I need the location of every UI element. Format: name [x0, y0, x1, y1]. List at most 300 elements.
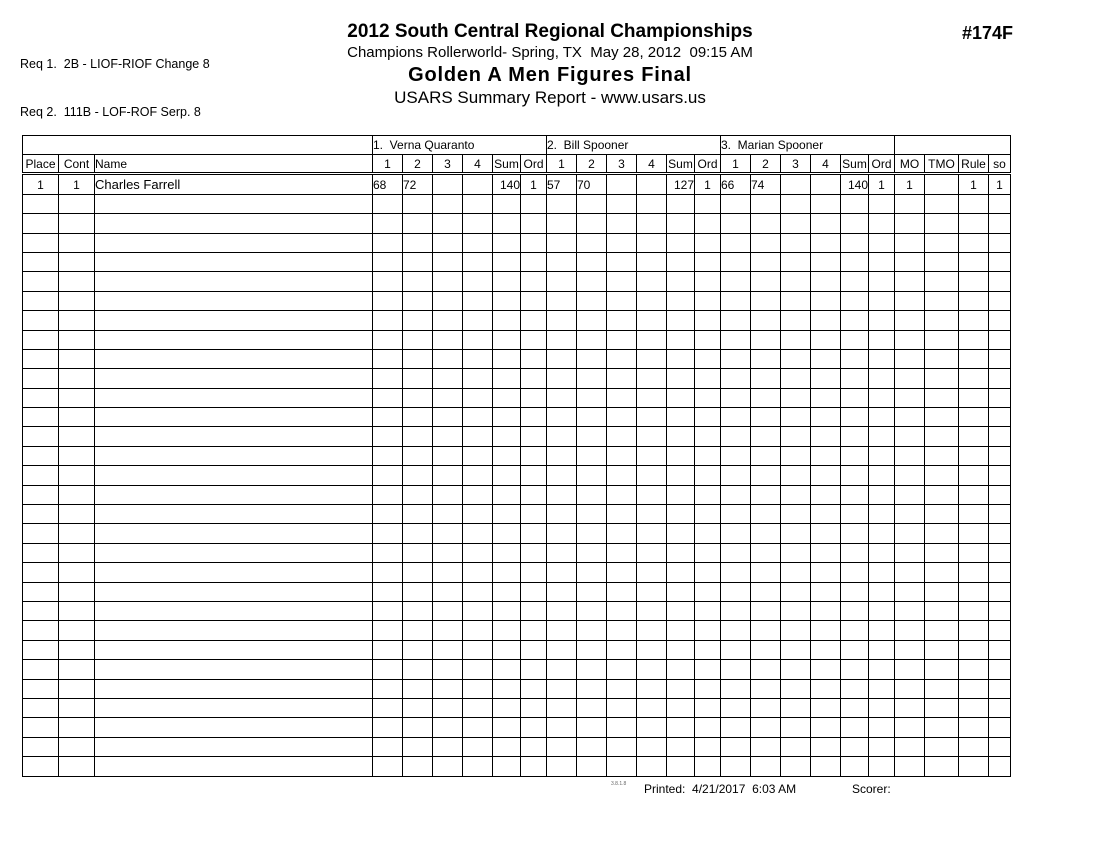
score-cell-judge1-1 [373, 485, 403, 504]
sum-cell-judge3: 140 [841, 174, 869, 194]
rule-cell [959, 194, 989, 213]
score-cell-judge1-1 [373, 466, 403, 485]
tmo-cell [925, 563, 959, 582]
name-cell [95, 311, 373, 330]
name-cell [95, 640, 373, 659]
name-cell [95, 601, 373, 620]
name-cell [95, 408, 373, 427]
empty-row [23, 388, 1011, 407]
score-cell-judge2-2 [577, 233, 607, 252]
rule-cell [959, 621, 989, 640]
score-cell-judge2-1 [547, 466, 577, 485]
score-cell-judge3-2 [751, 427, 781, 446]
score-cell-judge2-2: 70 [577, 174, 607, 194]
sum-cell-judge2 [667, 601, 695, 620]
ord-cell-judge2 [695, 621, 721, 640]
mo-cell [895, 466, 925, 485]
ord-cell-judge1 [521, 272, 547, 291]
score-cell-judge2-2 [577, 601, 607, 620]
rule-cell [959, 582, 989, 601]
col-header-judge1-ord: Ord [521, 155, 547, 174]
sum-cell-judge1 [493, 757, 521, 776]
score-cell-judge1-2 [403, 543, 433, 562]
ord-cell-judge3 [869, 311, 895, 330]
sum-cell-judge2 [667, 466, 695, 485]
ord-cell-judge3 [869, 718, 895, 737]
score-cell-judge2-3 [607, 252, 637, 271]
ord-cell-judge3 [869, 679, 895, 698]
score-cell-judge3-4 [811, 621, 841, 640]
score-cell-judge1-4 [463, 330, 493, 349]
score-cell-judge3-1 [721, 272, 751, 291]
empty-row [23, 485, 1011, 504]
score-cell-judge1-4 [463, 272, 493, 291]
score-cell-judge2-2 [577, 621, 607, 640]
cont-cell [59, 252, 95, 271]
score-cell-judge3-1 [721, 388, 751, 407]
sum-cell-judge3 [841, 311, 869, 330]
sum-cell-judge2 [667, 330, 695, 349]
ord-cell-judge1 [521, 543, 547, 562]
score-cell-judge1-3 [433, 233, 463, 252]
rule-cell [959, 543, 989, 562]
mo-cell [895, 252, 925, 271]
so-cell [989, 737, 1011, 756]
sum-cell-judge3 [841, 252, 869, 271]
score-cell-judge3-1: 66 [721, 174, 751, 194]
sum-cell-judge2 [667, 679, 695, 698]
empty-row [23, 349, 1011, 368]
ord-cell-judge1 [521, 485, 547, 504]
score-cell-judge2-2 [577, 718, 607, 737]
score-cell-judge3-1 [721, 369, 751, 388]
score-cell-judge3-1 [721, 349, 751, 368]
place-cell [23, 698, 59, 717]
rule-cell [959, 408, 989, 427]
name-cell [95, 524, 373, 543]
table-body [23, 174, 1011, 776]
name-cell [95, 543, 373, 562]
score-cell-judge1-3 [433, 427, 463, 446]
place-cell [23, 272, 59, 291]
cont-cell [59, 369, 95, 388]
tmo-cell [925, 388, 959, 407]
score-cell-judge3-4 [811, 369, 841, 388]
score-cell-judge3-1 [721, 640, 751, 659]
rule-cell [959, 698, 989, 717]
mo-cell [895, 757, 925, 776]
name-cell [95, 446, 373, 465]
score-cell-judge2-3 [607, 698, 637, 717]
score-cell-judge3-3 [781, 601, 811, 620]
score-cell-judge3-2 [751, 679, 781, 698]
score-cell-judge1-1 [373, 291, 403, 310]
name-cell [95, 698, 373, 717]
cont-cell [59, 640, 95, 659]
name-cell [95, 349, 373, 368]
ord-cell-judge2 [695, 214, 721, 233]
so-cell [989, 698, 1011, 717]
sum-cell-judge1 [493, 311, 521, 330]
score-cell-judge2-4 [637, 330, 667, 349]
score-cell-judge3-4 [811, 563, 841, 582]
mo-cell [895, 446, 925, 465]
ord-cell-judge2 [695, 194, 721, 213]
req-line-1: Req 1. 2B - LIOF-RIOF Change 8 [20, 57, 210, 71]
mo-cell [895, 601, 925, 620]
empty-row [23, 194, 1011, 213]
rule-cell [959, 233, 989, 252]
col-header-name: Name [95, 155, 373, 174]
ord-cell-judge1 [521, 698, 547, 717]
cont-cell [59, 485, 95, 504]
mo-cell [895, 311, 925, 330]
empty-row [23, 679, 1011, 698]
sum-cell-judge3 [841, 485, 869, 504]
so-cell [989, 640, 1011, 659]
ord-cell-judge3 [869, 427, 895, 446]
cont-cell [59, 349, 95, 368]
score-cell-judge3-4 [811, 543, 841, 562]
cont-cell [59, 388, 95, 407]
empty-row [23, 291, 1011, 310]
empty-row [23, 640, 1011, 659]
rule-cell [959, 252, 989, 271]
so-cell [989, 543, 1011, 562]
score-cell-judge3-4 [811, 601, 841, 620]
cont-cell [59, 466, 95, 485]
sum-cell-judge2 [667, 563, 695, 582]
sum-cell-judge2 [667, 446, 695, 465]
score-cell-judge1-4 [463, 660, 493, 679]
place-cell [23, 369, 59, 388]
score-cell-judge2-1 [547, 543, 577, 562]
cont-cell [59, 524, 95, 543]
mo-cell [895, 737, 925, 756]
tmo-cell [925, 601, 959, 620]
score-cell-judge1-3 [433, 718, 463, 737]
ord-cell-judge3 [869, 349, 895, 368]
score-cell-judge2-3 [607, 427, 637, 446]
cont-cell [59, 233, 95, 252]
score-cell-judge2-1 [547, 737, 577, 756]
place-cell [23, 718, 59, 737]
score-cell-judge1-1 [373, 311, 403, 330]
score-cell-judge3-2 [751, 408, 781, 427]
sum-cell-judge1 [493, 272, 521, 291]
score-cell-judge3-1 [721, 408, 751, 427]
score-cell-judge2-3 [607, 214, 637, 233]
ord-cell-judge1 [521, 330, 547, 349]
score-cell-judge3-3 [781, 466, 811, 485]
score-cell-judge3-1 [721, 233, 751, 252]
col-header-judge2-4: 4 [637, 155, 667, 174]
so-cell [989, 349, 1011, 368]
score-cell-judge1-2 [403, 446, 433, 465]
ord-cell-judge1 [521, 640, 547, 659]
score-cell-judge3-1 [721, 757, 751, 776]
col-header-judge3-1: 1 [721, 155, 751, 174]
cont-cell [59, 621, 95, 640]
score-cell-judge3-3 [781, 214, 811, 233]
score-cell-judge3-1 [721, 679, 751, 698]
score-cell-judge1-1 [373, 543, 403, 562]
score-cell-judge2-1 [547, 349, 577, 368]
score-cell-judge3-1 [721, 543, 751, 562]
col-header-judge1-3: 3 [433, 155, 463, 174]
score-cell-judge3-3 [781, 757, 811, 776]
score-cell-judge1-1 [373, 640, 403, 659]
score-cell-judge2-4 [637, 349, 667, 368]
so-cell [989, 718, 1011, 737]
sum-cell-judge1 [493, 252, 521, 271]
place-cell [23, 291, 59, 310]
ord-cell-judge1 [521, 233, 547, 252]
place-cell [23, 505, 59, 524]
score-cell-judge2-1 [547, 388, 577, 407]
score-cell-judge1-1 [373, 524, 403, 543]
tmo-cell [925, 174, 959, 194]
score-cell-judge1-4 [463, 446, 493, 465]
sum-cell-judge1 [493, 563, 521, 582]
score-cell-judge1-1 [373, 194, 403, 213]
score-cell-judge1-4 [463, 505, 493, 524]
score-cell-judge1-2 [403, 757, 433, 776]
score-cell-judge3-2 [751, 369, 781, 388]
score-cell-judge1-4 [463, 252, 493, 271]
score-cell-judge2-1 [547, 524, 577, 543]
so-cell [989, 291, 1011, 310]
software-version: 3.8.1.8 [611, 781, 627, 787]
score-cell-judge3-1 [721, 563, 751, 582]
so-cell [989, 466, 1011, 485]
score-cell-judge3-1 [721, 214, 751, 233]
score-cell-judge3-3 [781, 174, 811, 194]
score-cell-judge2-4 [637, 311, 667, 330]
sum-cell-judge3 [841, 349, 869, 368]
cont-cell [59, 505, 95, 524]
score-cell-judge3-2 [751, 698, 781, 717]
empty-row [23, 757, 1011, 776]
score-cell-judge1-3 [433, 660, 463, 679]
mo-cell [895, 640, 925, 659]
tmo-cell [925, 679, 959, 698]
score-cell-judge3-1 [721, 524, 751, 543]
sum-cell-judge1 [493, 737, 521, 756]
ord-cell-judge3 [869, 252, 895, 271]
score-cell-judge3-3 [781, 408, 811, 427]
judge-name-2: 2. Bill Spooner [547, 136, 721, 155]
score-cell-judge2-1 [547, 427, 577, 446]
score-cell-judge2-1 [547, 214, 577, 233]
name-cell [95, 660, 373, 679]
sum-cell-judge2: 127 [667, 174, 695, 194]
sum-cell-judge1 [493, 446, 521, 465]
score-cell-judge3-4 [811, 194, 841, 213]
cont-cell [59, 214, 95, 233]
sum-cell-judge1 [493, 388, 521, 407]
ord-cell-judge1 [521, 582, 547, 601]
place-cell [23, 640, 59, 659]
score-cell-judge2-2 [577, 679, 607, 698]
ord-cell-judge2 [695, 291, 721, 310]
name-cell [95, 679, 373, 698]
tmo-cell [925, 311, 959, 330]
mo-cell [895, 485, 925, 504]
ord-cell-judge1 [521, 621, 547, 640]
ord-cell-judge3 [869, 543, 895, 562]
place-cell [23, 601, 59, 620]
ord-cell-judge1 [521, 505, 547, 524]
ord-cell-judge2 [695, 505, 721, 524]
cont-cell [59, 291, 95, 310]
place-cell [23, 485, 59, 504]
score-cell-judge3-4 [811, 388, 841, 407]
score-cell-judge3-2 [751, 621, 781, 640]
col-header-place: Place [23, 155, 59, 174]
score-cell-judge3-3 [781, 252, 811, 271]
score-cell-judge3-4 [811, 427, 841, 446]
score-cell-judge2-3 [607, 737, 637, 756]
mo-cell [895, 349, 925, 368]
score-cell-judge3-3 [781, 524, 811, 543]
ord-cell-judge1 [521, 369, 547, 388]
score-cell-judge2-2 [577, 543, 607, 562]
cont-cell [59, 737, 95, 756]
so-cell [989, 214, 1011, 233]
score-cell-judge2-2 [577, 291, 607, 310]
score-cell-judge1-1 [373, 505, 403, 524]
rule-cell [959, 679, 989, 698]
score-cell-judge1-3 [433, 330, 463, 349]
sum-cell-judge2 [667, 252, 695, 271]
mo-cell [895, 563, 925, 582]
score-cell-judge2-1 [547, 291, 577, 310]
sum-cell-judge3 [841, 446, 869, 465]
tmo-cell [925, 737, 959, 756]
tmo-cell [925, 330, 959, 349]
score-cell-judge3-4 [811, 679, 841, 698]
rule-cell [959, 214, 989, 233]
cont-cell [59, 272, 95, 291]
sum-cell-judge2 [667, 408, 695, 427]
score-cell-judge3-4 [811, 446, 841, 465]
score-cell-judge3-3 [781, 194, 811, 213]
score-cell-judge2-2 [577, 582, 607, 601]
judge-row-spacer-left [23, 136, 373, 155]
ord-cell-judge2 [695, 718, 721, 737]
ord-cell-judge1 [521, 214, 547, 233]
place-cell [23, 582, 59, 601]
score-cell-judge1-3 [433, 252, 463, 271]
ord-cell-judge3 [869, 524, 895, 543]
name-cell: Charles Farrell [95, 174, 373, 194]
sum-cell-judge2 [667, 485, 695, 504]
empty-row [23, 582, 1011, 601]
score-cell-judge1-4 [463, 194, 493, 213]
sum-cell-judge3 [841, 408, 869, 427]
score-cell-judge2-3 [607, 408, 637, 427]
score-cell-judge2-3 [607, 446, 637, 465]
score-cell-judge1-1 [373, 563, 403, 582]
so-cell [989, 582, 1011, 601]
scorer-label: Scorer: [852, 782, 891, 796]
score-cell-judge3-2 [751, 388, 781, 407]
col-header-judge2-ord: Ord [695, 155, 721, 174]
cont-cell [59, 601, 95, 620]
score-cell-judge1-4 [463, 698, 493, 717]
score-cell-judge3-1 [721, 718, 751, 737]
col-header-cont: Cont [59, 155, 95, 174]
score-cell-judge2-4 [637, 272, 667, 291]
score-cell-judge3-3 [781, 388, 811, 407]
empty-row [23, 233, 1011, 252]
so-cell [989, 311, 1011, 330]
name-cell [95, 330, 373, 349]
cont-cell [59, 408, 95, 427]
tmo-cell [925, 466, 959, 485]
place-cell [23, 214, 59, 233]
score-cell-judge1-1 [373, 272, 403, 291]
score-cell-judge1-4 [463, 311, 493, 330]
score-cell-judge1-1 [373, 330, 403, 349]
rule-cell [959, 311, 989, 330]
place-cell [23, 524, 59, 543]
score-cell-judge1-1: 68 [373, 174, 403, 194]
ord-cell-judge2 [695, 698, 721, 717]
score-cell-judge1-3 [433, 524, 463, 543]
score-cell-judge3-3 [781, 485, 811, 504]
score-cell-judge2-3 [607, 174, 637, 194]
place-cell [23, 660, 59, 679]
empty-row [23, 543, 1011, 562]
name-cell [95, 485, 373, 504]
score-cell-judge2-1 [547, 660, 577, 679]
venue-date-line: Champions Rollerworld- Spring, TX May 28, 2012 09:15 AM [347, 44, 753, 61]
name-cell [95, 194, 373, 213]
ord-cell-judge1 [521, 311, 547, 330]
empty-row [23, 718, 1011, 737]
cont-cell [59, 330, 95, 349]
sum-cell-judge1 [493, 427, 521, 446]
score-cell-judge3-3 [781, 660, 811, 679]
score-cell-judge3-3 [781, 233, 811, 252]
col-header-rule: Rule [959, 155, 989, 174]
score-cell-judge2-4 [637, 233, 667, 252]
sum-cell-judge2 [667, 369, 695, 388]
score-cell-judge2-4 [637, 757, 667, 776]
sum-cell-judge2 [667, 388, 695, 407]
name-cell [95, 233, 373, 252]
cont-cell [59, 563, 95, 582]
ord-cell-judge2 [695, 252, 721, 271]
tmo-cell [925, 543, 959, 562]
score-cell-judge1-2 [403, 601, 433, 620]
ord-cell-judge1 [521, 466, 547, 485]
score-cell-judge2-2 [577, 485, 607, 504]
score-cell-judge3-3 [781, 311, 811, 330]
score-cell-judge1-4 [463, 233, 493, 252]
score-cell-judge3-3 [781, 291, 811, 310]
col-header-tmo: TMO [925, 155, 959, 174]
score-cell-judge2-3 [607, 582, 637, 601]
so-cell [989, 233, 1011, 252]
score-cell-judge1-1 [373, 252, 403, 271]
score-cell-judge2-1 [547, 698, 577, 717]
score-cell-judge1-3 [433, 349, 463, 368]
ord-cell-judge1 [521, 349, 547, 368]
ord-cell-judge1 [521, 194, 547, 213]
